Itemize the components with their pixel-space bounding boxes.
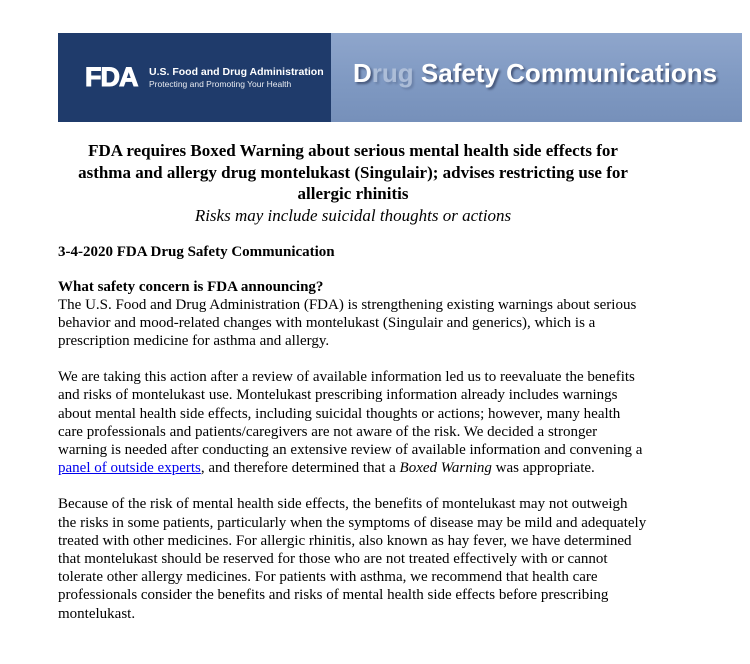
page-subtitle: Risks may include suicidal thoughts or actions (194, 205, 512, 225)
paragraph-2-text: We are taking this action after a review of available information led us to reevaluate the benefits and risks of montelukast use. Montelukast prescribing information already includes warnings about mental health side effects, including suicidal thoughts or actions; however, many health care professionals and patients/caregivers are not aware of the risk. We decided a stronger warning is needed after conducting an extensive review of available information and convening a (58, 369, 643, 458)
paragraph-2 (58, 368, 648, 477)
agency-block (149, 66, 324, 90)
banner-title-main: Safety Communications (413, 58, 718, 88)
paragraph-3: Because of the risk of mental health side effects, the benefits of montelukast may not outweigh the risks in some patients, particularly when the symptoms of disease may be mild and adequately treated with other medicines. For allergic rhinitis, also known as hay fever, we have determined that montelukast should be reserved for those who are not treated effectively with or cannot tolerate other allergy medicines. For patients with asthma, we recommend that health care professionals consider the benefits and risks of mental health side effects before prescribing montelukast. (58, 496, 647, 622)
dateline: 3-4-2020 FDA Drug Safety Communication (58, 243, 335, 260)
agency-name: U.S. Food and Drug Administration (149, 66, 324, 78)
paragraph-1: The U.S. Food and Drug Administration (FDA) is strengthening existing warnings about serious behavior and mood-related changes with montelukast (Singulair and generics), which is a prescription medicine for asthma and allergy. (58, 296, 637, 349)
section-heading: What safety concern is FDA announcing? (58, 278, 324, 295)
fda-branding (58, 33, 331, 122)
page-title: FDA requires Boxed Warning about serious mental health side effects for asthma and allergy drug montelukast (Singulair); advises restricting use for allergic rhinitis (78, 141, 628, 203)
header-banner (58, 33, 742, 122)
paragraph-2-end: was appropriate. (491, 460, 595, 477)
banner-title-obscured: rug (371, 58, 414, 88)
banner-title-area (331, 33, 742, 122)
paragraph-2-continued: , and therefore determined that a (200, 460, 400, 477)
article (58, 140, 648, 623)
fda-logo: FDA (85, 62, 138, 92)
boxed-warning-term: Boxed Warning (399, 460, 492, 477)
banner-title (353, 58, 717, 89)
agency-tagline: Protecting and Promoting Your Health (149, 79, 292, 89)
banner-title-prefix: D (353, 58, 372, 88)
panel-of-experts-link[interactable]: panel of outside experts (58, 460, 201, 477)
